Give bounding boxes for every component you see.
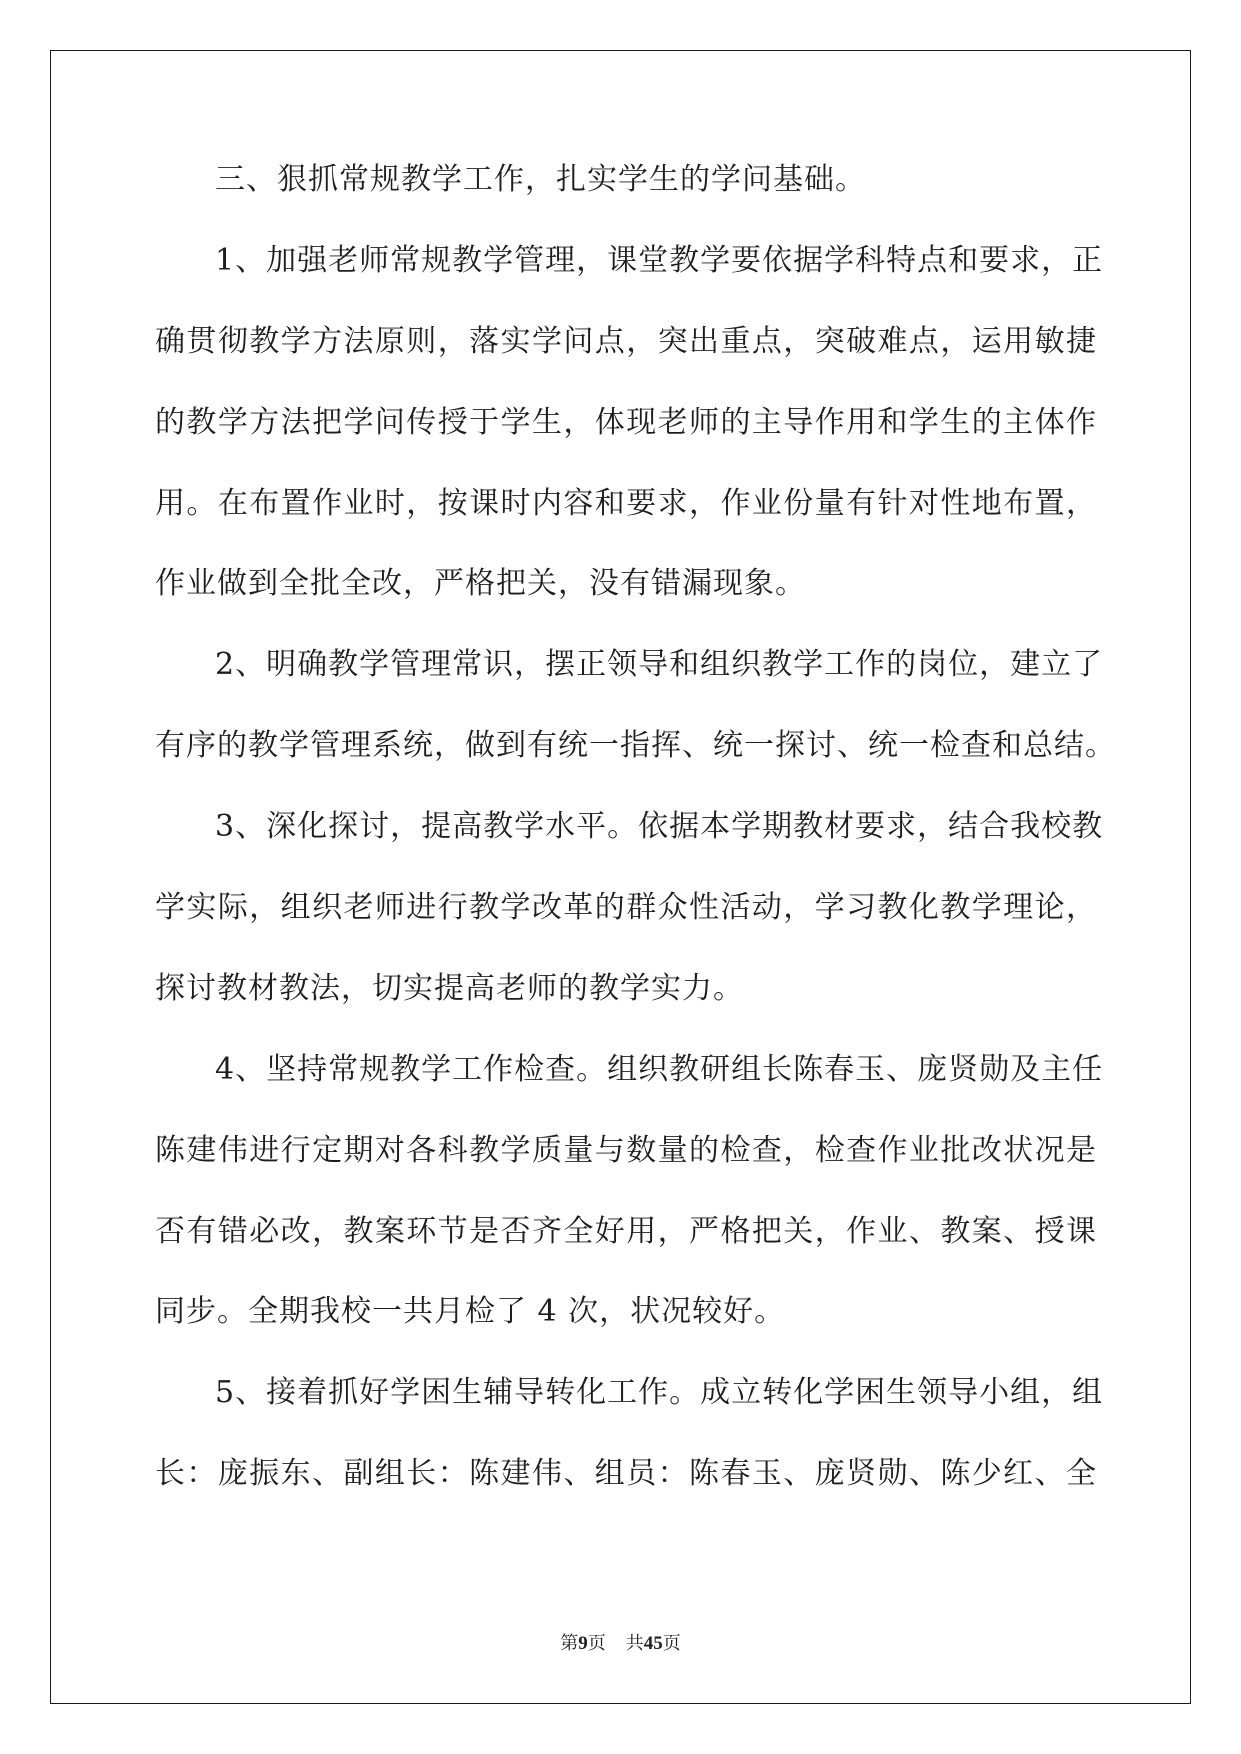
- total-suffix: 页: [662, 1633, 681, 1654]
- text-line: 2、明确教学管理常识，摆正领导和组织教学工作的岗位，建立了: [215, 647, 1104, 683]
- text-line: 5、接着抓好学困生辅导转化工作。成立转化学困生领导小组，组: [215, 1375, 1104, 1411]
- text-line: 否有错必改，教案环节是否齐全好用，严格把关，作业、教案、授课: [155, 1213, 1097, 1249]
- text-line: 4、坚持常规教学工作检查。组织教研组长陈春玉、庞贤勋及主任: [215, 1051, 1104, 1087]
- text-line: 1、加强老师常规教学管理，课堂教学要依据学科特点和要求，正: [215, 242, 1104, 278]
- page-prefix: 第: [560, 1633, 579, 1654]
- text-line: 探讨教材教法，切实提高老师的教学实力。: [155, 970, 744, 1006]
- total-prefix: 共: [625, 1633, 644, 1654]
- text-line: 学实际，组织老师进行教学改革的群众性活动，学习教化教学理论，: [155, 890, 1097, 926]
- page-suffix: 页: [587, 1633, 606, 1654]
- text-line: 陈建伟进行定期对各科教学质量与数量的检查，检查作业批改状况是: [155, 1132, 1097, 1168]
- text-line: 3、深化探讨，提高教学水平。依据本学期教材要求，结合我校教: [215, 809, 1104, 845]
- text-line: 同步。全期我校一共月检了 4 次，状况较好。: [155, 1294, 786, 1330]
- text-line: 三、狠抓常规教学工作，扎实学生的学问基础。: [215, 162, 866, 197]
- document-body: [155, 160, 1116, 1535]
- page-footer: [0, 1632, 1241, 1656]
- text-line: 作业做到全批全改，严格把关，没有错漏现象。: [155, 566, 806, 602]
- text-line: 有序的教学管理系统，做到有统一指挥、统一探讨、统一检查和总结。: [155, 728, 1116, 764]
- total-pages: 45: [643, 1633, 663, 1654]
- text-line: 的教学方法把学问传授于学生，体现老师的主导作用和学生的主体作: [155, 404, 1097, 440]
- text-line: 确贯彻教学方法原则，落实学问点，突出重点，突破难点，运用敏捷: [155, 323, 1097, 359]
- text-line: 长：庞振东、副组长：陈建伟、组员：陈春玉、庞贤勋、陈少红、全: [155, 1456, 1097, 1492]
- text-line: 用。在布置作业时，按课时内容和要求，作业份量有针对性地布置，: [155, 485, 1097, 521]
- page-number: 9: [578, 1633, 588, 1654]
